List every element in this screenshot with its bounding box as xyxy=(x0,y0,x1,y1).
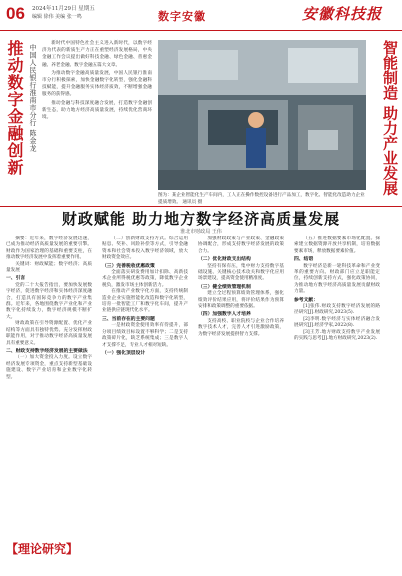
body-paragraph: [2]李明.数字经济与实体经济融合发展研究[J].经济学家,2022(8). xyxy=(294,316,380,329)
lead-paragraph: 为推动数字金融高质量发展，中国人民银行淮南市分行积极探索，加快金融数字化转型，强化金融科技赋能，提升金融服务实体经济质效，不断增强金融服务的获得感。 xyxy=(42,70,152,98)
body-paragraph: 摘要：近年来，数字经济发展迅速，已成为推动经济高质量发展的重要引擎。财政作为国家治理的基础和重要支柱，在推动数字经济发展中发挥着重要作用。 xyxy=(6,236,92,261)
body-paragraph: （二）创新财政支持方式。综合运用贴息、奖补、风险补偿等方式，引导金融资本和社会资本投入数字经济领域，放大财政资金效应。 xyxy=(102,236,188,261)
editors-line: 编辑 徐伟 美编 张一鸣 xyxy=(32,14,82,20)
main-article-title: 财政赋能 助力地方数字经济高质量发展 xyxy=(61,210,341,228)
section-heading: 一、引言 xyxy=(6,275,26,282)
article-column-4 xyxy=(294,236,380,566)
photo-caption: 图为：某企业智能化生产车间内，工人正在操作数控设备进行产品加工，数字化、智能化改造助力企业提质增效。 通讯员 摄 xyxy=(158,193,365,205)
section-heading: （三）完善税收优惠政策 xyxy=(102,262,155,269)
body-paragraph: 党的二十大报告指出，要加快发展数字经济，促进数字经济和实体经济深度融合，打造具有国际竞争力的数字产业集群。近年来，各地围绕数字产业化和产业数字化持续发力，数字经济规模不断扩大。 xyxy=(6,282,92,320)
newspaper-brand-logo: 安徽科技报 xyxy=(302,5,383,23)
section-title: 数字安徽 xyxy=(158,10,206,23)
left-article-title: 推动数字金融创新 xyxy=(5,40,24,176)
section-heading: 二、财政支持数字经济发展的主要做法 xyxy=(6,347,88,354)
lead-paragraph: 推动金融与科技深度融合发展，打造数字金融创新生态，助力地方经济高质量发展，持续优化营商环境。 xyxy=(42,100,152,121)
body-paragraph: 关键词：财政赋能；数字经济；高质量发展 xyxy=(6,261,92,274)
section-heading: （二）优化财政支出结构 xyxy=(198,256,251,263)
body-paragraph: 建立全过程预算绩效管理体系，强化绩效评价结果应用，将评价结果作为预算安排和政策调整的重要依据。 xyxy=(198,291,284,310)
section-heading: （一）强化顶层设计 xyxy=(102,349,146,356)
body-paragraph: （五）推进数据要素市场化配置。探索建立数据资源开放共享机制，培育数据要素市场，释放数据要素价值。 xyxy=(294,236,380,254)
body-paragraph: 坚持有保有压，集中财力支持数字基础设施、关键核心技术攻关和数字化应用场景建设，提高资金使用精准度。 xyxy=(198,263,284,282)
factory-photo xyxy=(158,40,366,190)
section-heading: （四）加强数字人才培养 xyxy=(198,311,251,318)
factory-photo-illustration xyxy=(158,40,366,190)
section-heading: 参考文献： xyxy=(294,296,318,303)
body-paragraph: （一）加大资金投入力度。设立数字经济发展专项资金，重点支持新型基础设施建设、数字产业培育和企业数字化转型。 xyxy=(6,355,92,380)
body-paragraph: 一是财政资金使用效率有待提升，部分项目绩效目标设置不够科学；二是支持政策碎片化，缺乏系统集成；三是数字人才支撑不足，专业人才相对短缺。 xyxy=(102,323,188,348)
article-column-2 xyxy=(102,236,188,566)
body-paragraph: [3]王芳.地方财政支持数字产业发展的实践与思考[J].地方财政研究,2023(2). xyxy=(294,329,380,342)
body-paragraph: 在推动产业数字化方面，支持传统制造业企业实施智能化改造和数字化转型，培育一批智能工厂和数字化车间，提升产业链供应链现代化水平。 xyxy=(102,289,188,314)
body-paragraph: 全面落实研发费用加计扣除、高新技术企业所得税优惠等政策，降低数字企业税负，激发市场主体创新活力。 xyxy=(102,270,188,288)
article-column-1 xyxy=(6,236,92,536)
page-header xyxy=(0,0,402,31)
body-paragraph: [1]张伟.财政支持数字经济发展的路径研究[J].财政研究,2023(5). xyxy=(294,304,380,316)
article-column-3 xyxy=(198,236,284,566)
main-article-byline: 淮北市财政局 王伟 xyxy=(180,229,222,235)
lead-paragraph: 新时代中国特色社会主义进入新时代，以数字经济为代表的新质生产力正在重塑经济发展格局，中央金融工作会议提出做好科技金融、绿色金融、普惠金融、养老金融、数字金融五篇大文章。 xyxy=(42,41,152,68)
body-paragraph: 财政政策在引导资源配置、优化产业结构等方面具有独特优势。充分发挥财政职能作用，对于推动数字经济高质量发展具有重要意义。 xyxy=(6,321,92,346)
section-divider xyxy=(0,206,402,207)
section-heading: 四、结语 xyxy=(294,256,314,263)
right-vertical-title: 智能制造 助力产业发展 xyxy=(381,40,399,196)
section-heading: （三）健全绩效管理机制 xyxy=(198,283,251,290)
left-article-body xyxy=(42,40,152,122)
body-paragraph: 数字经济是新一轮科技革命和产业变革的重要方向。财政部门应立足职能定位，持续创新支持方式，强化政策协同，为推动地方数字经济高质量发展贡献财政力量。 xyxy=(294,263,380,295)
left-article-author: 中国人民银行淮南市分行 陈金龙 xyxy=(29,44,37,152)
body-paragraph: 支持高校、职业院校与企业合作培养数字技术人才，完善人才引进激励政策，为数字经济发展提供智力支撑。 xyxy=(198,318,284,337)
dateline: 2024年11月29日 星期五 xyxy=(32,6,95,12)
page-number: 06 xyxy=(6,4,25,23)
column-tag-theory-research: 【理论研究】 xyxy=(6,542,79,556)
section-heading: 三、当前存在的主要问题 xyxy=(102,315,155,322)
body-paragraph: 加强财政政策与产业政策、金融政策协调配合，形成支持数字经济发展的政策合力。 xyxy=(198,236,284,254)
